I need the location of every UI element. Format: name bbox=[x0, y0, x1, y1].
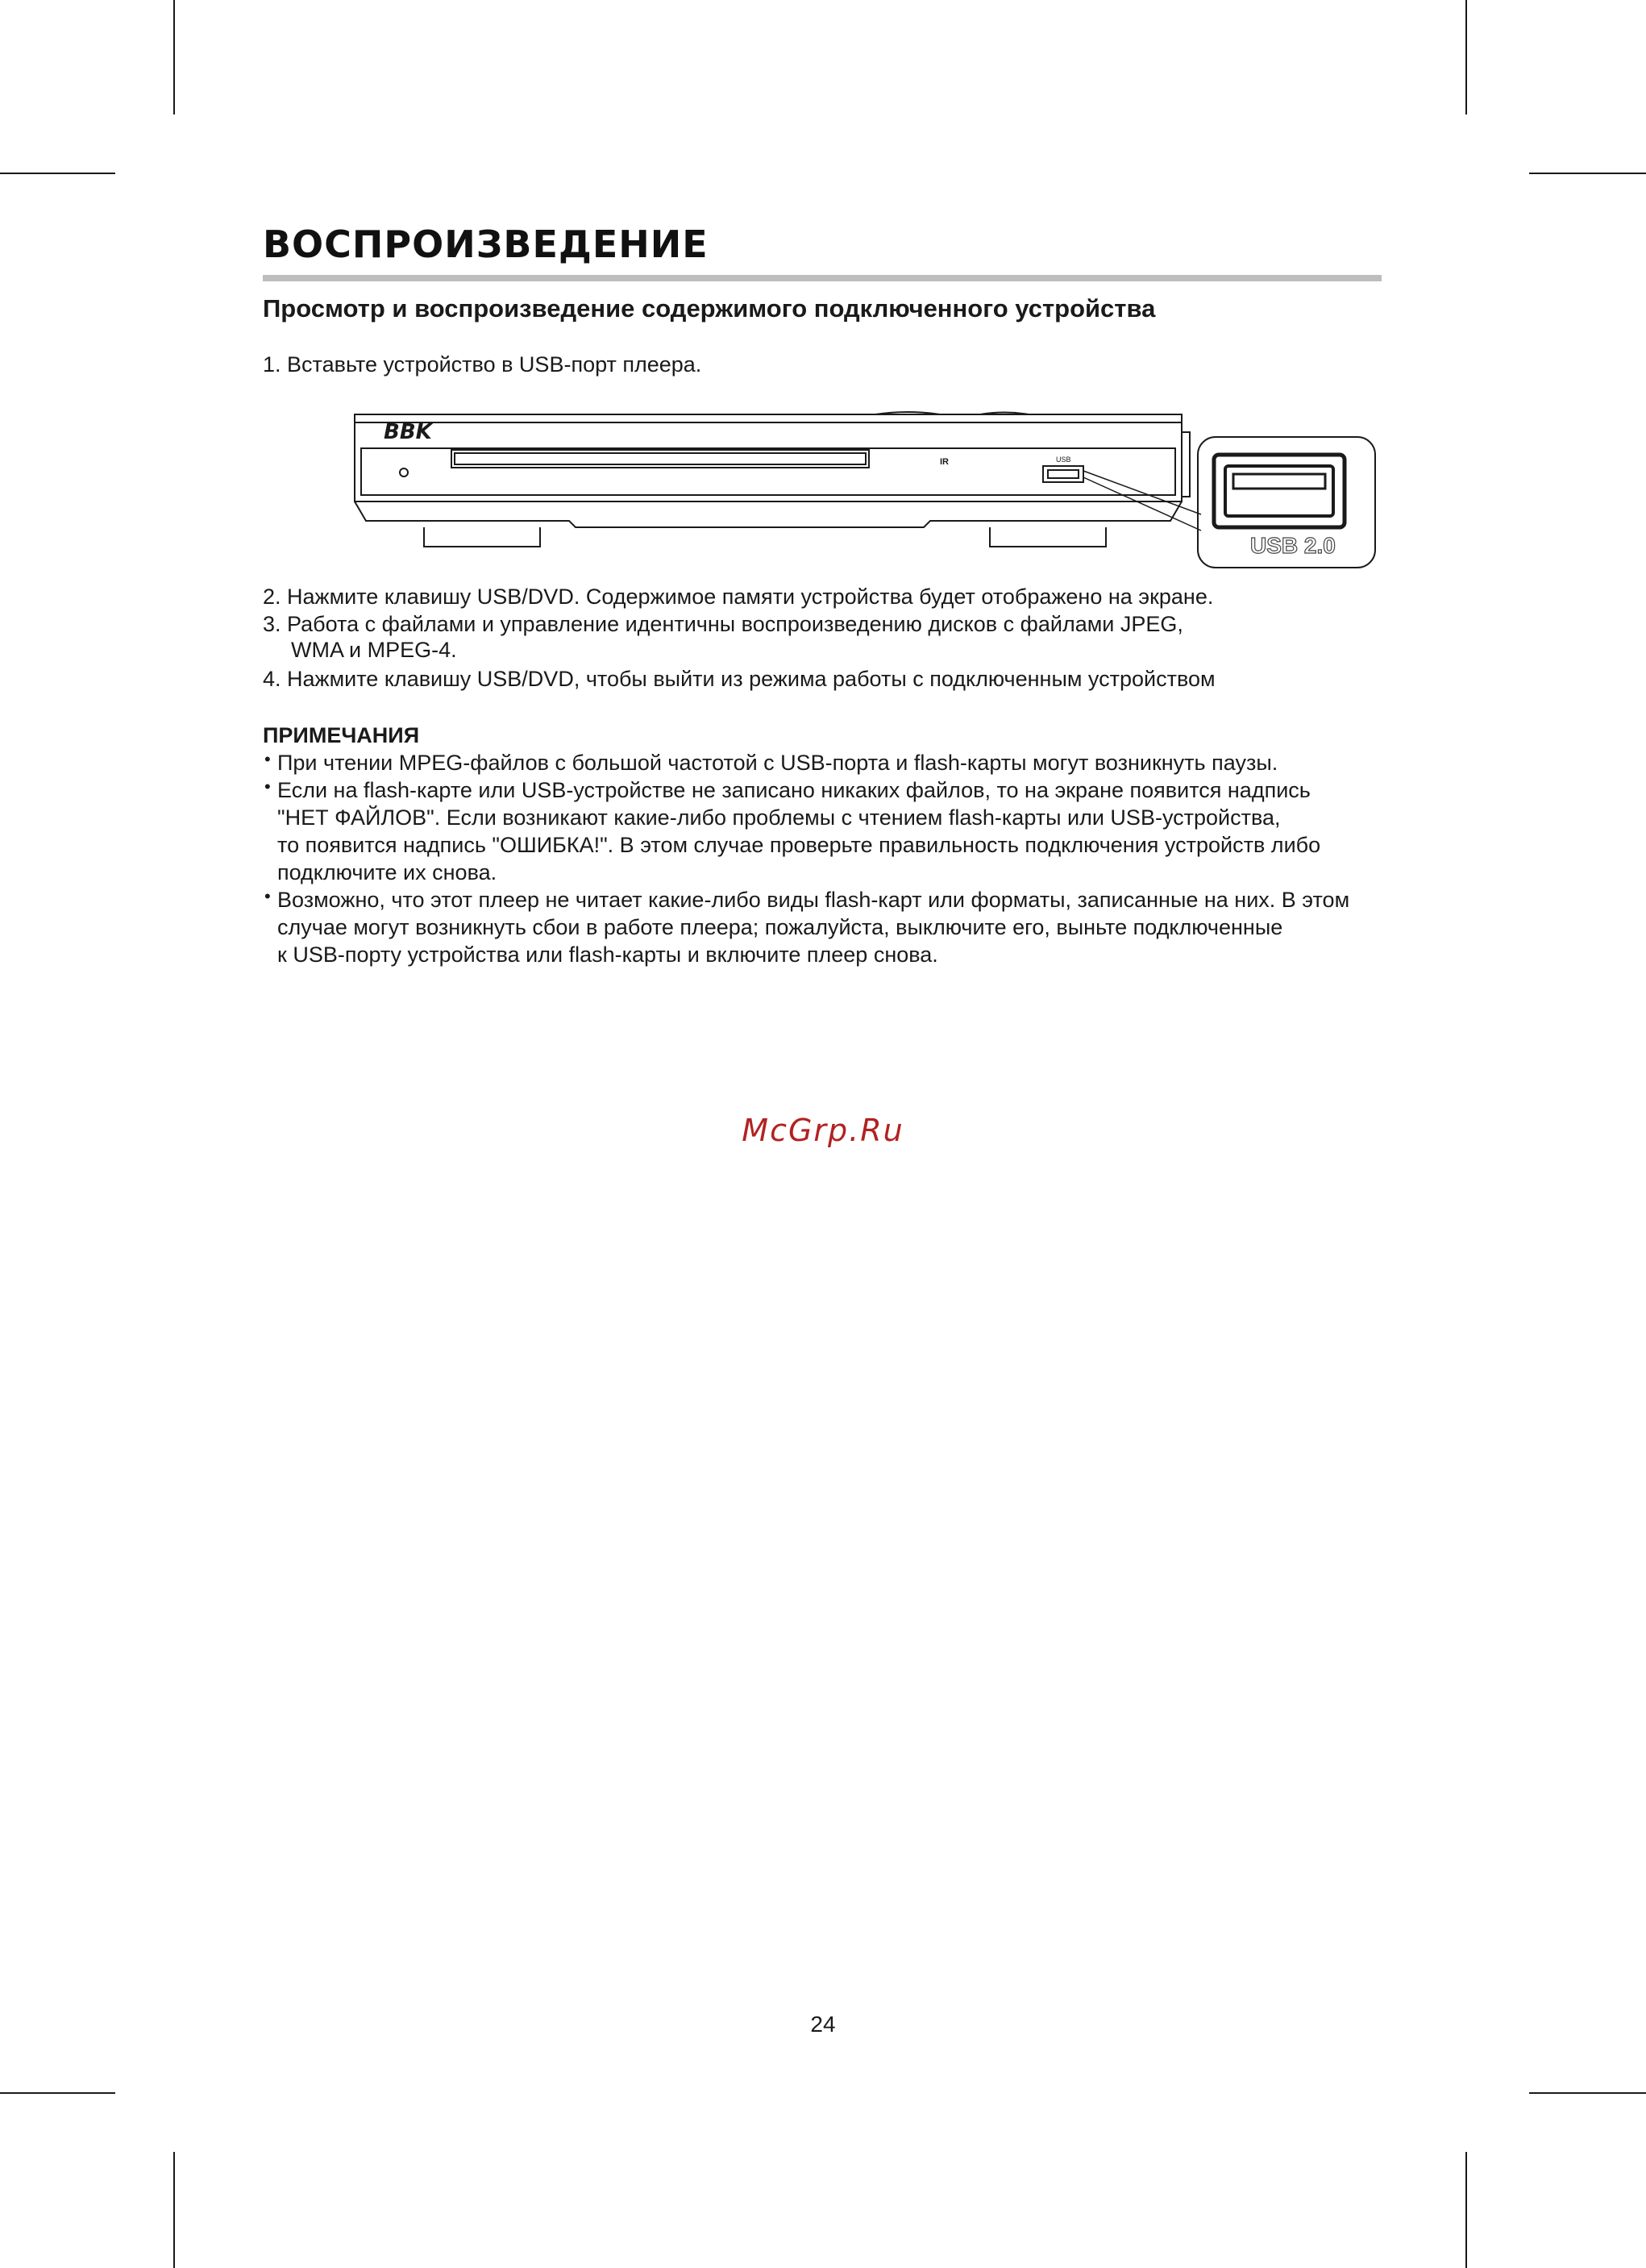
crop-mark bbox=[173, 2152, 175, 2268]
crop-mark bbox=[0, 2092, 115, 2094]
crop-mark bbox=[1465, 0, 1467, 114]
usb-port-label: USB bbox=[1056, 456, 1071, 464]
crop-mark bbox=[1465, 2152, 1467, 2268]
crop-mark bbox=[1529, 173, 1646, 174]
note-3-continued: к USB-порту устройства или flash-карты и включите плеер снова. bbox=[277, 943, 938, 967]
bullet-marker: • bbox=[264, 886, 271, 906]
note-1: При чтении MPEG-файлов с большой частотой с USB-порта и flash-карты могут возникнуть паузы. bbox=[277, 751, 1278, 775]
dvd-player-illustration bbox=[351, 408, 1383, 574]
bullet-marker: • bbox=[264, 776, 271, 797]
step-3-continued: WMA и MPEG-4. bbox=[291, 638, 457, 662]
page-number: 24 bbox=[810, 2012, 836, 2037]
step-3: 3. Работа с файлами и управление идентичны воспроизведению дисков с файлами JPEG, bbox=[263, 612, 1183, 636]
watermark: McGrp.Ru bbox=[742, 1113, 904, 1148]
note-2-continued: то появится надпись "ОШИБКА!". В этом случае проверьте правильность подключения устройств либо bbox=[277, 833, 1321, 857]
step-1: 1. Вставьте устройство в USB-порт плеера. bbox=[263, 352, 702, 377]
step-2: 2. Нажмите клавишу USB/DVD. Содержимое памяти устройства будет отображено на экране. bbox=[263, 585, 1214, 609]
note-2: Если на flash-карте или USB-устройстве не записано никаких файлов, то на экране появится надпись bbox=[277, 778, 1311, 802]
note-2-continued: подключите их снова. bbox=[277, 860, 497, 884]
title-underline bbox=[263, 275, 1382, 281]
ir-label: IR bbox=[940, 457, 949, 467]
crop-mark bbox=[1529, 2092, 1646, 2094]
crop-mark bbox=[0, 173, 115, 174]
notes-heading: ПРИМЕЧАНИЯ bbox=[263, 723, 420, 747]
note-3: Возможно, что этот плеер не читает какие-либо виды flash-карт или форматы, записанные на них. В этом bbox=[277, 888, 1350, 912]
step-4: 4. Нажмите клавишу USB/DVD, чтобы выйти из режима работы с подключенным устройством bbox=[263, 667, 1216, 691]
note-3-continued: случае могут возникнуть сбои в работе плеера; пожалуйста, выключите его, выньте подключенные bbox=[277, 915, 1283, 939]
page-title: ВОСПРОИЗВЕДЕНИЕ bbox=[263, 223, 709, 266]
brand-logo: BBK bbox=[384, 420, 432, 444]
usb-callout-label: USB 2.0 bbox=[1250, 533, 1336, 558]
note-2-continued: "НЕТ ФАЙЛОВ". Если возникают какие-либо проблемы с чтением flash-карты или USB-устройства, bbox=[277, 805, 1281, 830]
bullet-marker: • bbox=[264, 749, 271, 769]
crop-mark bbox=[173, 0, 175, 114]
section-heading: Просмотр и воспроизведение содержимого подключенного устройства bbox=[263, 294, 1156, 323]
